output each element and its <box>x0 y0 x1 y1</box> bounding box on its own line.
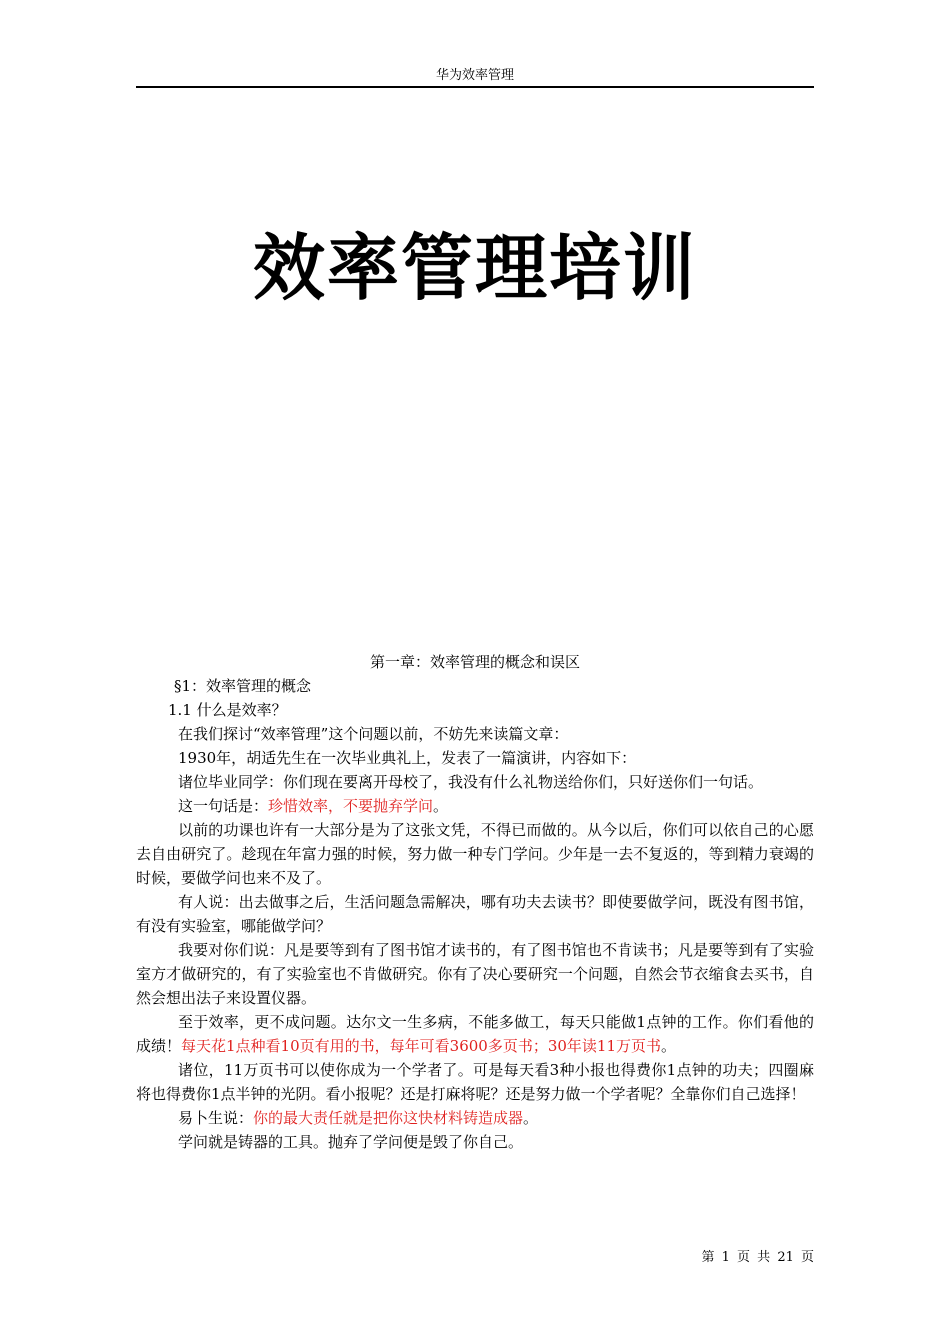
paragraph <box>136 794 814 818</box>
paragraph: 在我们探讨“效率管理”这个问题以前，不妨先来读篇文章： <box>178 725 569 743</box>
paragraph-text: 这一句话是： <box>178 797 269 815</box>
paragraph-text: 至于效率，更不成问题。达尔文一生多病，不能多做工，每天只能做1点钟的工作。你们看他的成绩！ <box>136 1013 814 1055</box>
paragraph: 以前的功课也许有一大部分是为了这张文凭，不得已而做的。从今以后，你们可以依自己的心愿去自由研究了。趁现在年富力强的时候，努力做一种专门学问。少年是一去不复返的，等到精力衰竭的时候，要做学问也来不及了。 <box>136 821 814 887</box>
paragraph: 诸位毕业同学：你们现在要离开母校了，我没有什么礼物送给你们，只好送你们一句话。 <box>178 773 764 791</box>
page-header: 华为效率管理 <box>435 68 514 83</box>
paragraph-text: 。 <box>433 797 449 815</box>
paragraph: 诸位，11万页书可以使你成为一个学者了。可是每天看3种小报也得费你1点钟的功夫；四圈麻将也得费你1点半钟的光阴。看小报呢？还是打麻将呢？还是努力做一个学者呢？全靠你们自己选择！ <box>136 1061 814 1103</box>
paragraph: 1930年，胡适先生在一次毕业典礼上，发表了一篇演讲，内容如下： <box>178 749 637 767</box>
paragraph: 有人说：出去做事之后，生活问题急需解决，哪有功夫去读书？即使要做学问，既没有图书馆，有没有实验室，哪能做学问？ <box>136 893 814 935</box>
page-number: 第 1 页 共 21 页 <box>701 1250 814 1265</box>
subsection-heading: 1.1 什么是效率？ <box>168 701 287 719</box>
highlight-text: 珍惜效率，不要抛弃学问 <box>268 797 434 815</box>
document-body <box>136 650 814 1154</box>
paragraph <box>136 1106 814 1130</box>
document-title: 效率管理培训 <box>252 226 697 310</box>
paragraph-text: 。 <box>661 1037 677 1055</box>
paragraph: 我要对你们说：凡是要等到有了图书馆才读书的，有了图书馆也不肯读书；凡是要等到有了实验室方才做研究的，有了实验室也不肯做研究。你有了决心要研究一个问题，自然会节衣缩食去买书，自然会想出法子来设置仪器。 <box>136 941 814 1007</box>
paragraph-text: 。 <box>523 1109 539 1127</box>
chapter-heading: 第一章：效率管理的概念和误区 <box>369 653 580 671</box>
header-divider <box>136 86 814 88</box>
section-heading: §1：效率管理的概念 <box>174 677 312 695</box>
paragraph-text: 易卜生说： <box>178 1109 254 1127</box>
highlight-text: 每天花1点种看10页有用的书，每年可看3600多页书；30年读11万页书 <box>181 1037 661 1055</box>
paragraph <box>136 1010 814 1058</box>
paragraph: 学问就是铸器的工具。抛弃了学问便是毁了你自己。 <box>178 1133 524 1151</box>
highlight-text: 你的最大责任就是把你这快材料铸造成器 <box>253 1109 524 1127</box>
